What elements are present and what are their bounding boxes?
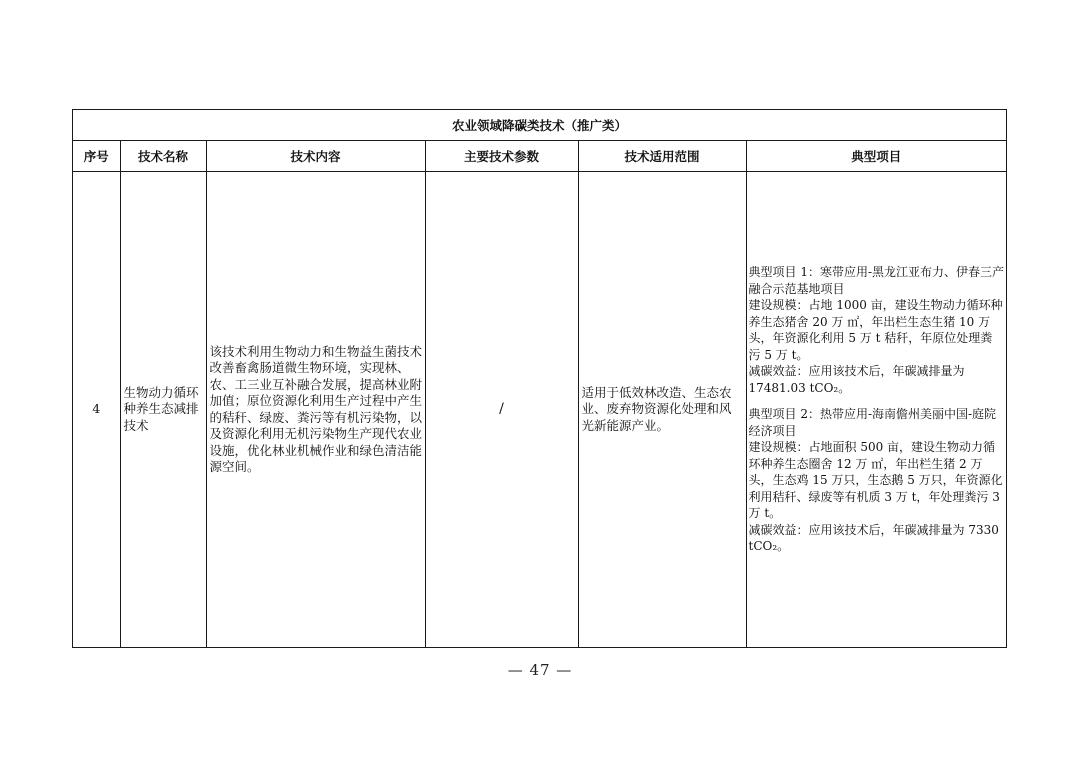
- technology-scope: 适用于低效林改造、生态农业、废弃物资源化处理和风光新能源产业。: [578, 172, 746, 648]
- technology-table-frame: [72, 109, 1007, 648]
- technology-table: [73, 110, 1006, 647]
- table-title-row: [73, 110, 1006, 141]
- column-header-parameters: 主要技术参数: [425, 141, 578, 172]
- technology-content: 该技术利用生物动力和生物益生菌技术改善畜禽肠道微生物环境，实现林、农、工三业互补融合发展，提高林业附加值；原位资源化利用生产过程中产生的秸秆、绿废、粪污等有机污染物，以及资源化利用无机污染物生产现代农业设施，优化林业机械作业和绿色清洁能源空间。: [206, 172, 425, 648]
- typical-project-2: [749, 406, 1005, 555]
- typical-projects: [746, 172, 1006, 648]
- project-1-heading: 典型项目 1：寒带应用-黑龙江亚布力、伊春三产融合示范基地项目: [748, 265, 1005, 296]
- technology-name: 生物动力循环种养生态减排技术: [120, 172, 206, 648]
- column-header-content: 技术内容: [206, 141, 425, 172]
- project-2-benefit: 减碳效益：应用该技术后，年碳减排量为 7330 tCO₂。: [748, 522, 999, 554]
- project-1-scale: 建设规模：占地 1000 亩，建设生物动力循环种养生态猪舍 20 万 ㎡，年出栏生态生猪 10 万头，年资源化利用 5 万 t 秸秆，年原位处理粪污 5 万 t。: [748, 298, 1003, 362]
- technology-parameters: /: [425, 172, 578, 648]
- project-2-scale: 建设规模：占地面积 500 亩，建设生物动力循环种养生态圈舍 12 万 ㎡，年出栏生猪 2 万头，生态鸡 15 万只，生态鹅 5 万只，年资源化利用秸秆、绿废等有机质 3 万 t，年处理粪污 3 万 t。: [748, 440, 1003, 521]
- project-2-heading: 典型项目 2：热带应用-海南儋州美丽中国-庭院经济项目: [748, 407, 997, 438]
- project-1-benefit: 减碳效益：应用该技术后，年碳减排量为 17481.03 tCO₂。: [748, 364, 965, 395]
- table-title: 农业领域降碳类技术（推广类）: [73, 110, 1006, 141]
- column-header-projects: 典型项目: [746, 141, 1006, 172]
- table-header-row: [73, 141, 1006, 172]
- column-header-scope: 技术适用范围: [578, 141, 746, 172]
- column-header-name: 技术名称: [120, 141, 206, 172]
- column-header-number: 序号: [73, 141, 120, 172]
- row-number: 4: [73, 172, 120, 648]
- page-number: — 47 —: [507, 661, 573, 679]
- table-row: [73, 172, 1006, 648]
- typical-project-1: [749, 264, 1005, 396]
